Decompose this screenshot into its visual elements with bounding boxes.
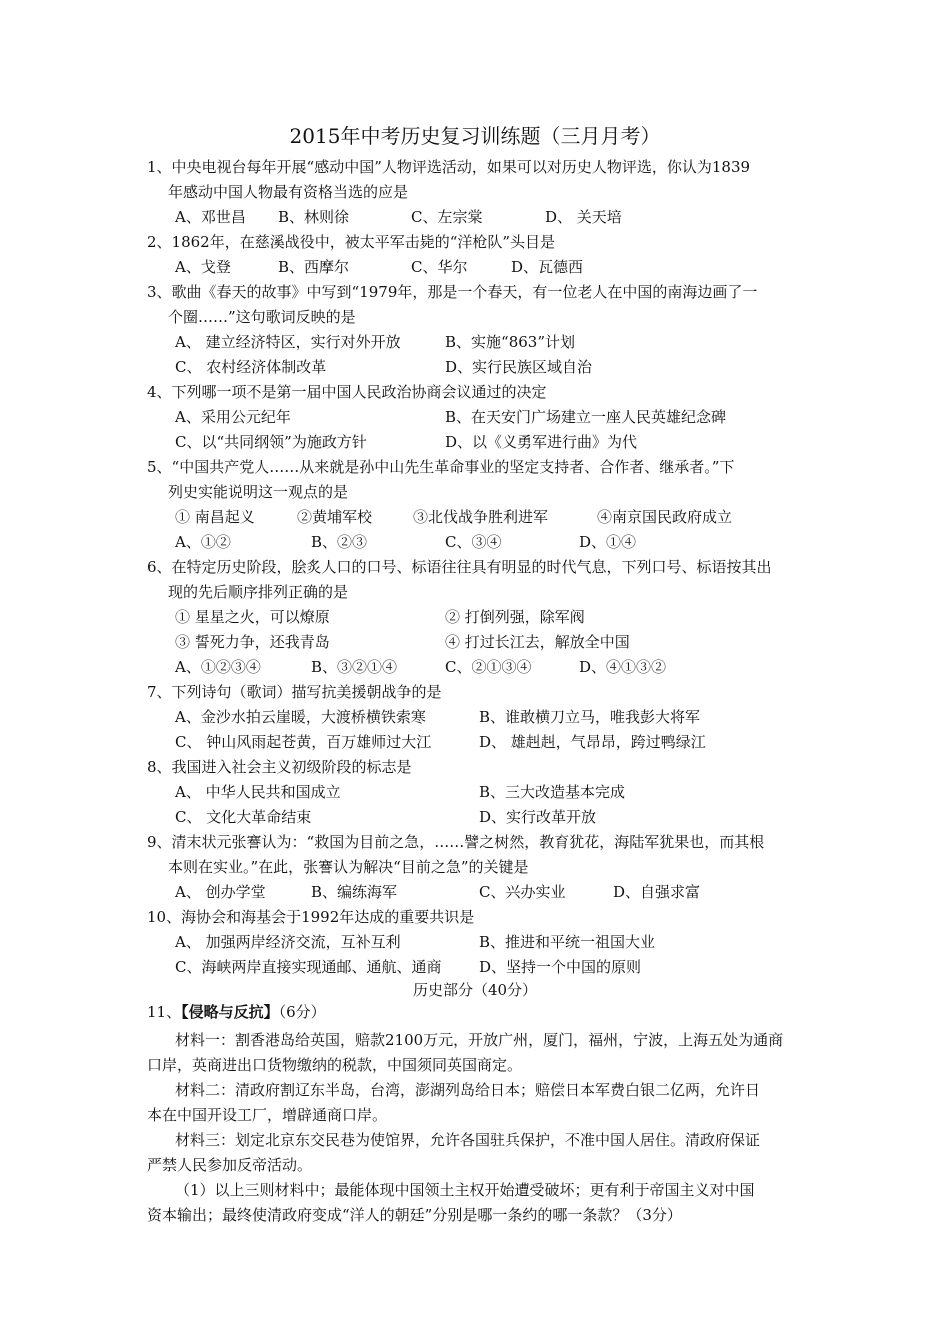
question-8-text: 8、我国进入社会主义初级阶段的标志是: [147, 758, 412, 776]
question-1-text: 1、中央电视台每年开展“感动中国”人物评选活动，如果可以对历史人物评选，你认为1839: [147, 158, 751, 176]
q10-option-a: A、 加强两岸经济交流，互补互利: [175, 933, 401, 951]
q4-option-a: A、采用公元纪年: [175, 408, 291, 426]
q6-item-3: ③ 誓死力争，还我青岛: [175, 633, 330, 651]
q6-option-a: A、①②③④: [175, 658, 261, 676]
q1-option-b: B、林则徐: [278, 208, 350, 226]
question-10-text: 10、海协会和海基会于1992年达成的重要共识是: [147, 908, 475, 926]
q5-item-4: ④南京国民政府成立: [597, 508, 733, 526]
q10-option-c: C、海峡两岸直接实现通邮、通航、通商: [175, 958, 442, 976]
question-6-text-cont: 现的先后顺序排列正确的是: [168, 583, 349, 601]
q9-option-b: B、编练海军: [311, 883, 398, 901]
q11-material-3-cont: 严禁人民参加反帝活动。: [147, 1156, 313, 1174]
question-5-text-cont: 列史实能说明这一观点的是: [168, 483, 349, 501]
question-11-header: [147, 1002, 326, 1022]
question-5-text: 5、“中国共产党人……从来就是孙中山先生革命事业的坚定支持者、合作者、继承者。”下: [147, 458, 735, 476]
q2-option-d: D、瓦德西: [511, 258, 584, 276]
q9-option-d: D、自强求富: [613, 883, 701, 901]
q1-option-d: D、 关天培: [545, 208, 622, 226]
section-heading: 历史部分（40分）: [412, 981, 538, 999]
q11-material-1: 材料一：割香港岛给英国，赔款2100万元，开放广州，厦门，福州，宁波，上海五处为通商: [175, 1031, 784, 1049]
question-1-text-cont: 年感动中国人物最有资格当选的应是: [168, 183, 409, 201]
q8-option-c: C、 文化大革命结束: [175, 808, 312, 826]
question-3-text: 3、歌曲《春天的故事》中写到“1979年，那是一个春天，有一位老人在中国的南海边画了一: [147, 283, 758, 301]
q3-option-c: C、 农村经济体制改革: [175, 358, 327, 376]
q5-option-d: D、①④: [579, 533, 637, 551]
q2-option-b: B、西摩尔: [278, 258, 350, 276]
q11-subquestion-1: （1）以上三则材料中；最能体现中国领土主权开始遭受破坏；更有利于帝国主义对中国: [175, 1181, 755, 1199]
q6-option-c: C、②①③④: [445, 658, 532, 676]
q11-heading: 【侵略与反抗】: [181, 1003, 279, 1021]
q2-option-c: C、华尔: [411, 258, 468, 276]
q6-item-2: ② 打倒列强，除军阀: [445, 608, 585, 626]
q11-material-2: 材料二：清政府割辽东半岛，台湾，澎湖列岛给日本；赔偿日本军费白银二亿两，允许日: [175, 1081, 761, 1099]
q4-option-b: B、在天安门广场建立一座人民英雄纪念碑: [445, 408, 727, 426]
q6-item-1: ① 星星之火，可以燎原: [175, 608, 330, 626]
q7-option-d: D、 雄赳赳，气昂昂，跨过鸭绿江: [479, 733, 706, 751]
page-title: 2015年中考历史复习训练题（三月月考）: [289, 124, 661, 148]
q6-item-4: ④ 打过长江去，解放全中国: [445, 633, 630, 651]
question-9-text: 9、清末状元张謇认为：“救国为目前之急，……譬之树然，教育犹花，海陆军犹果也，而其根: [147, 833, 765, 851]
q9-option-c: C、兴办实业: [479, 883, 566, 901]
q11-material-3: 材料三：划定北京东交民巷为使馆界，允许各国驻兵保护，不准中国人居住。清政府保证: [175, 1131, 761, 1149]
question-9-text-cont: 本则在实业。”在此，张謇认为解决“目前之急”的关键是: [168, 858, 529, 876]
q1-option-a: A、邓世昌: [175, 208, 246, 226]
question-7-text: 7、下列诗句（歌词）描写抗美援朝战争的是: [147, 683, 442, 701]
q7-option-c: C、 钟山风雨起苍黄，百万雄师过大江: [175, 733, 432, 751]
question-3-text-cont: 个圈……”这句歌词反映的是: [168, 308, 356, 326]
q5-item-1: ① 南昌起义: [175, 508, 255, 526]
q9-option-a: A、 创办学堂: [175, 883, 266, 901]
question-2-text: 2、1862年，在慈溪战役中，被太平军击毙的“洋枪队”头目是: [147, 233, 556, 251]
q3-option-a: A、 建立经济特区，实行对外开放: [175, 333, 401, 351]
q11-points: （6分）: [278, 1003, 326, 1021]
q8-option-b: B、三大改造基本完成: [479, 783, 626, 801]
q5-item-3: ③北伐战争胜利进军: [413, 508, 549, 526]
question-6-text: 6、在特定历史阶段，脍炙人口的口号、标语往往具有明显的时代气息，下列口号、标语按其出: [147, 558, 772, 576]
q2-option-a: A、戈登: [175, 258, 231, 276]
q3-option-b: B、实施“863”计划: [445, 333, 575, 351]
question-4-text: 4、下列哪一项不是第一届中国人民政治协商会议通过的决定: [147, 383, 547, 401]
q11-material-1-cont: 口岸，英商进出口货物缴纳的税款，中国须同英国商定。: [147, 1056, 523, 1074]
q6-option-d: D、④①③②: [579, 658, 667, 676]
q5-option-c: C、③④: [445, 533, 502, 551]
q7-option-b: B、谁敢横刀立马，唯我彭大将军: [479, 708, 701, 726]
q5-item-2: ②黄埔军校: [297, 508, 373, 526]
q11-subquestion-1-cont: 资本输出；最终使清政府变成“洋人的朝廷”分别是哪一条约的哪一条款？（3分）: [147, 1206, 682, 1224]
q8-option-d: D、实行改革开放: [479, 808, 597, 826]
q7-option-a: A、金沙水拍云崖暖，大渡桥横铁索寒: [175, 708, 426, 726]
q1-option-c: C、左宗棠: [411, 208, 483, 226]
q10-option-d: D、坚持一个中国的原则: [479, 958, 642, 976]
q5-option-a: A、①②: [175, 533, 231, 551]
q5-option-b: B、②③: [311, 533, 368, 551]
q4-option-d: D、以《义勇军进行曲》为代: [445, 433, 638, 451]
q8-option-a: A、 中华人民共和国成立: [175, 783, 341, 801]
q4-option-c: C、以“共同纲领”为施政方针: [175, 433, 367, 451]
q11-material-2-cont: 本在中国开设工厂，增辟通商口岸。: [147, 1106, 388, 1124]
q11-number: 11、: [147, 1003, 182, 1021]
q3-option-d: D、实行民族区域自治: [445, 358, 593, 376]
q6-option-b: B、③②①④: [311, 658, 398, 676]
q10-option-b: B、推进和平统一祖国大业: [479, 933, 656, 951]
